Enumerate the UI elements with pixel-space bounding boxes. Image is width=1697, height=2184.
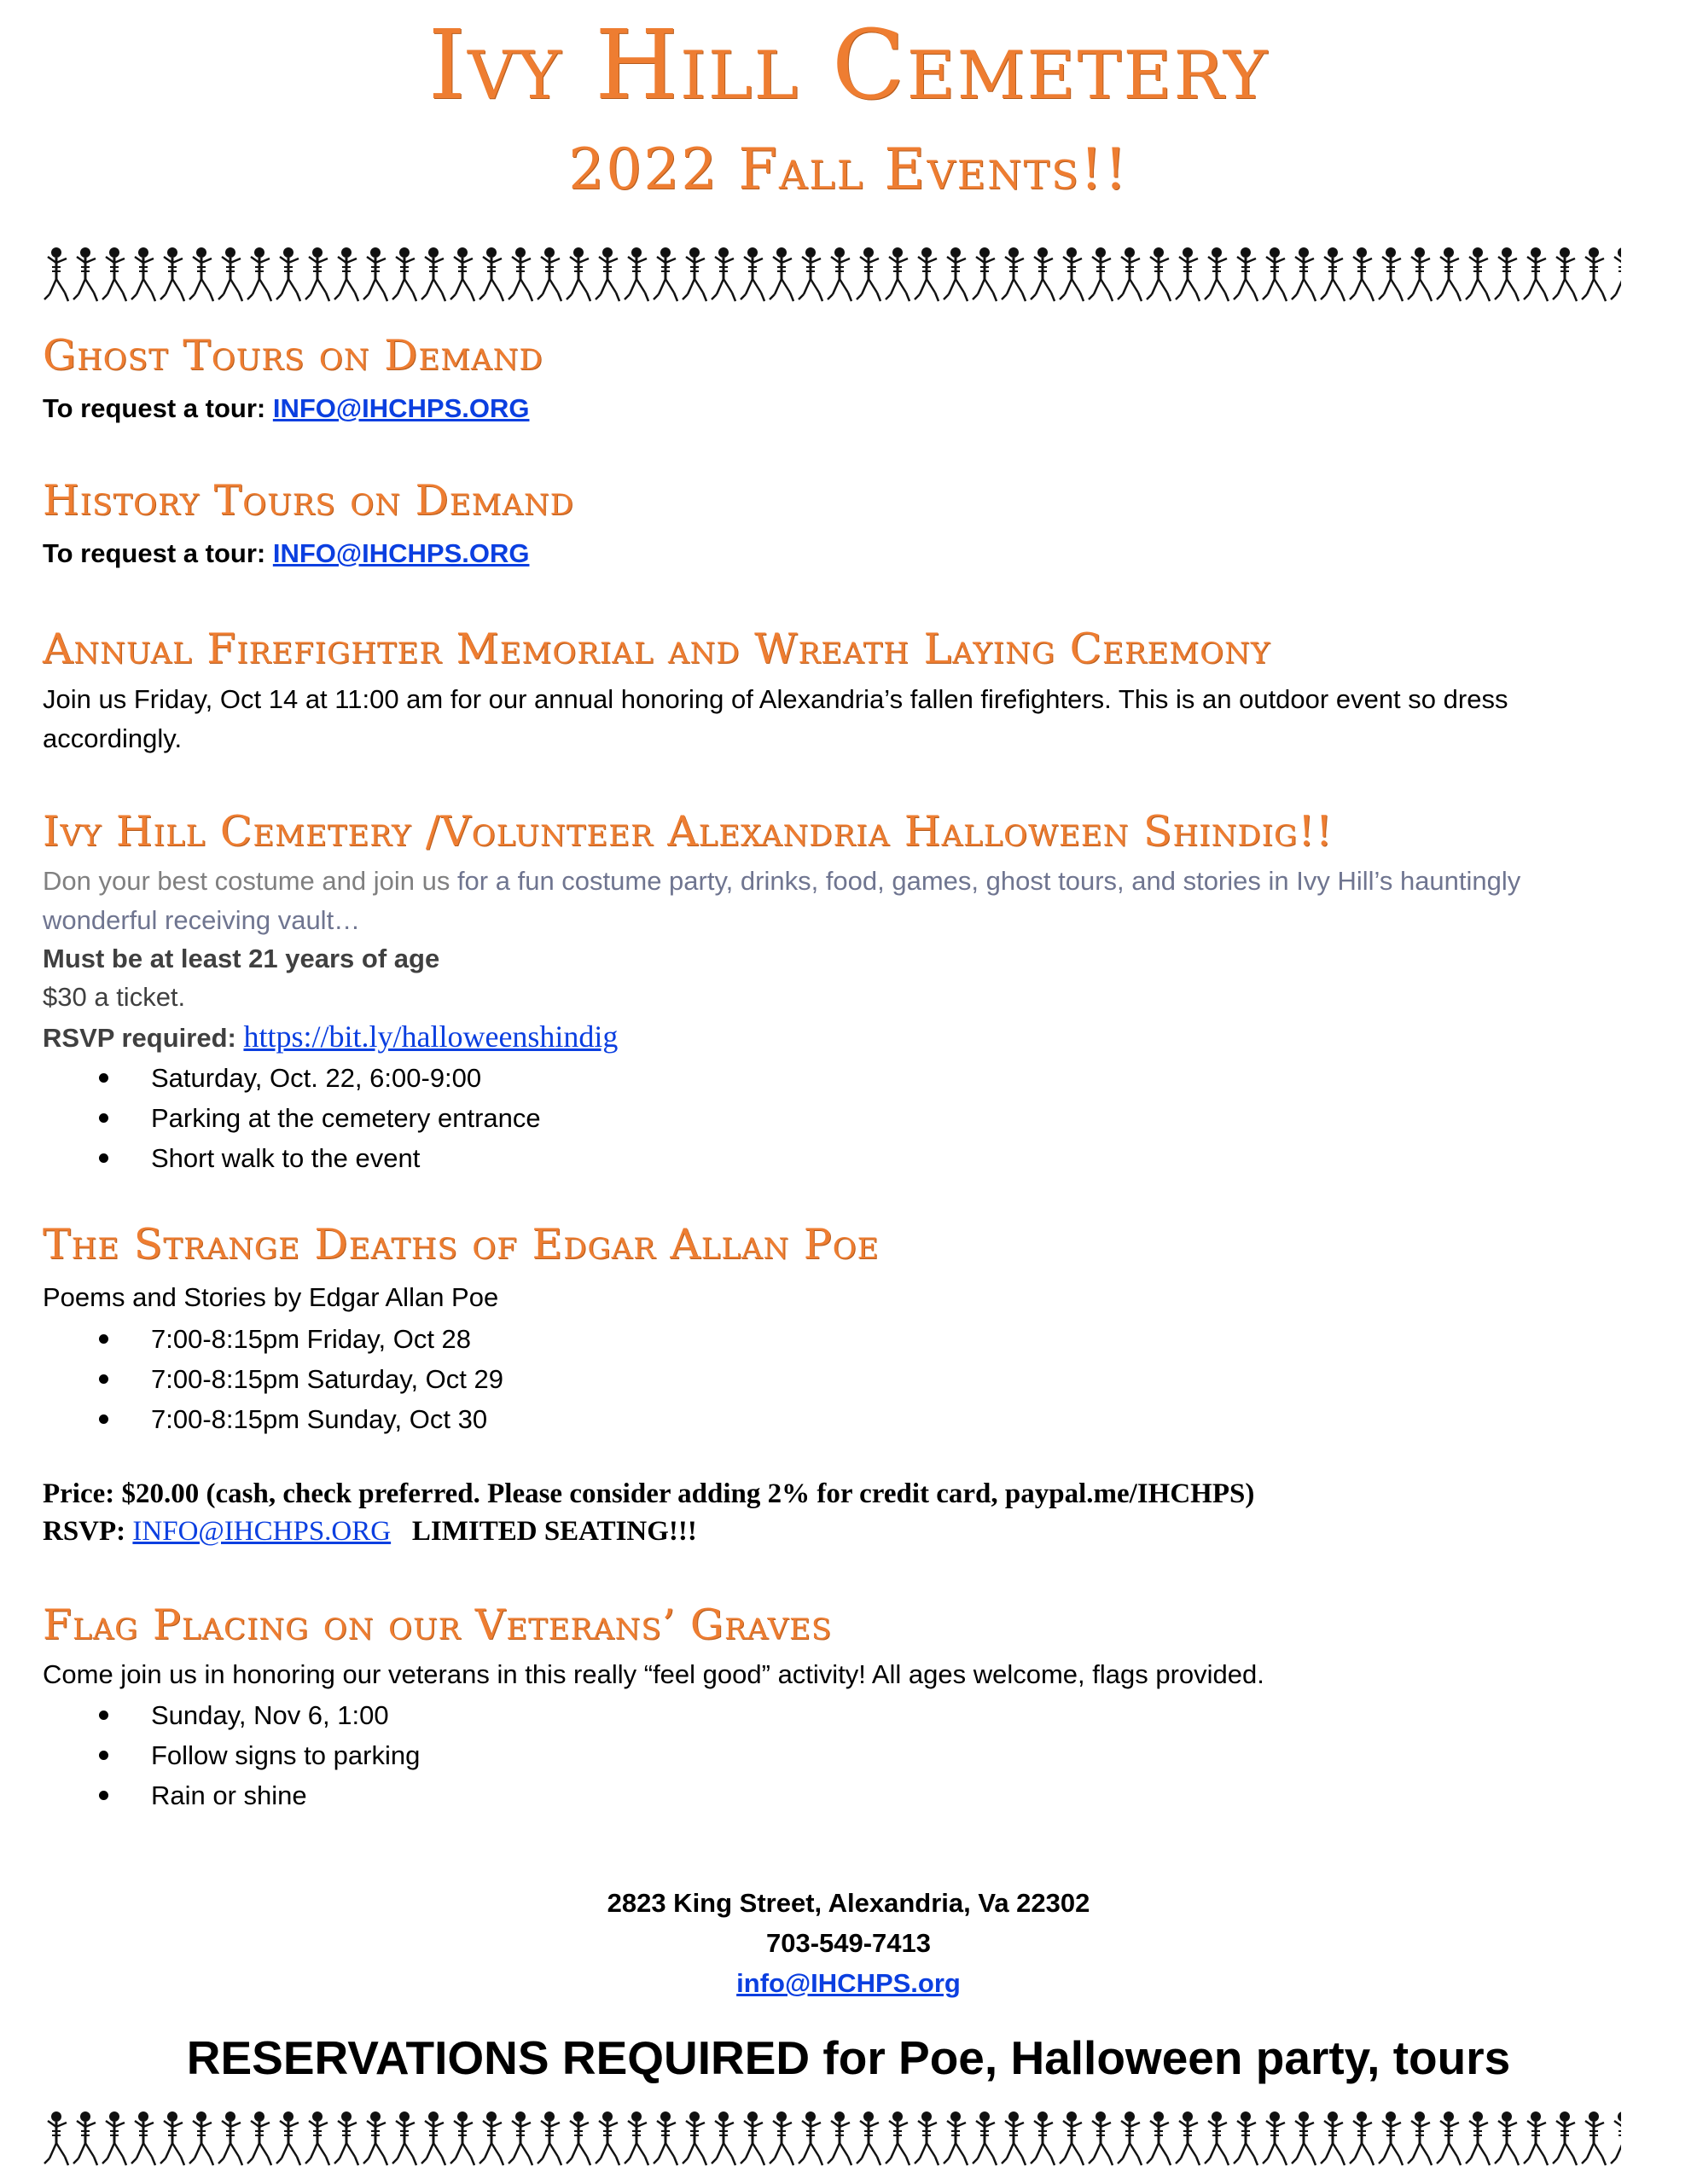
footer-email-line bbox=[0, 1964, 1697, 2003]
history-tours-request-line bbox=[43, 534, 529, 573]
halloween-shindig-heading: Ivy Hill Cemetery /Volunteer Alexandria Halloween Shindig!! bbox=[43, 807, 1334, 856]
ghost-tours-email-link[interactable]: INFO@IHCHPS.ORG bbox=[272, 393, 530, 423]
list-item bbox=[0, 1399, 503, 1439]
halloween-description-line2: wonderful receiving vault… bbox=[43, 905, 361, 935]
poe-intro: Poems and Stories by Edgar Allan Poe bbox=[43, 1282, 499, 1312]
flag-placing-weather: Rain or shine bbox=[151, 1780, 307, 1810]
halloween-detail-date: Saturday, Oct. 22, 6:00-9:00 bbox=[151, 1063, 482, 1093]
poe-rsvp-label: RSVP: bbox=[43, 1516, 126, 1547]
footer-email-link[interactable]: info@IHCHPS.org bbox=[736, 1968, 961, 1998]
halloween-rsvp-label: RSVP required: bbox=[43, 1023, 236, 1053]
poe-price: Price: $20.00 (cash, check preferred. Please consider adding 2% for credit card, paypal.me/IHCHPS) bbox=[43, 1478, 1255, 1509]
flag-placing-text: Come join us in honoring our veterans in this really “feel good” activity! All ages welcome, flags provided. bbox=[43, 1659, 1264, 1689]
bullet-icon bbox=[99, 1374, 108, 1384]
poe-showtime-saturday: 7:00-8:15pm Saturday, Oct 29 bbox=[151, 1364, 503, 1394]
poe-limited-seating: LIMITED SEATING!!! bbox=[411, 1516, 697, 1547]
halloween-detail-parking: Parking at the cemetery entrance bbox=[151, 1103, 541, 1133]
poe-showtime-sunday: 7:00-8:15pm Sunday, Oct 30 bbox=[151, 1404, 488, 1434]
footer-address: 2823 King Street, Alexandria, Va 22302 bbox=[607, 1888, 1090, 1918]
history-tours-request-label: To request a tour: bbox=[43, 538, 266, 568]
poe-event-heading: The Strange Deaths of Edgar Allan Poe bbox=[43, 1220, 880, 1269]
bullet-icon bbox=[99, 1334, 108, 1344]
reservations-notice: RESERVATIONS REQUIRED for Poe, Halloween party, tours bbox=[186, 2031, 1511, 2084]
page-subtitle: 2022 Fall Events!! bbox=[568, 136, 1129, 202]
list-item bbox=[0, 1359, 503, 1399]
poe-rsvp-line bbox=[43, 1513, 697, 1550]
bullet-icon bbox=[99, 1153, 108, 1163]
bullet-icon bbox=[99, 1073, 108, 1083]
ghost-tours-request-line bbox=[43, 389, 529, 428]
list-item bbox=[0, 1319, 503, 1359]
bullet-icon bbox=[99, 1113, 108, 1123]
page-title: Ivy Hill Cemetery bbox=[427, 10, 1270, 121]
footer-phone: 703-549-7413 bbox=[765, 1928, 932, 1958]
flag-placing-heading: Flag Placing on our Veterans’ Graves bbox=[43, 1600, 833, 1649]
list-item bbox=[0, 1775, 420, 1815]
poe-showtimes-list bbox=[0, 1319, 503, 1439]
list-item bbox=[0, 1058, 541, 1098]
halloween-rsvp-line bbox=[43, 1017, 618, 1058]
list-item bbox=[0, 1695, 420, 1735]
history-tours-email-link[interactable]: INFO@IHCHPS.ORG bbox=[272, 538, 530, 568]
halloween-detail-walk: Short walk to the event bbox=[151, 1143, 421, 1173]
firefighter-memorial-heading: Annual Firefighter Memorial and Wreath Laying Ceremony bbox=[43, 624, 1271, 673]
history-tours-heading: History Tours on Demand bbox=[43, 476, 574, 525]
bullet-icon bbox=[99, 1414, 108, 1424]
list-item bbox=[0, 1735, 420, 1775]
halloween-details-list bbox=[0, 1058, 541, 1178]
ghost-tours-request-label: To request a tour: bbox=[43, 393, 266, 423]
firefighter-memorial-text-line2: accordingly. bbox=[43, 723, 183, 753]
flag-placing-details-list bbox=[0, 1695, 420, 1815]
halloween-description-part1: Don your best costume and join us bbox=[43, 866, 450, 896]
flag-placing-date: Sunday, Nov 6, 1:00 bbox=[151, 1700, 389, 1730]
halloween-description-part2: for a fun costume party, drinks, food, games, ghost tours, and stories in Ivy Hill’s hauntingly bbox=[450, 866, 1521, 896]
list-item bbox=[0, 1098, 541, 1138]
bullet-icon bbox=[99, 1751, 108, 1760]
poe-rsvp-email-link[interactable]: INFO@IHCHPS.ORG bbox=[132, 1516, 392, 1547]
halloween-age-requirement: Must be at least 21 years of age bbox=[43, 944, 440, 973]
halloween-rsvp-link[interactable]: https://bit.ly/halloweenshindig bbox=[243, 1019, 619, 1054]
halloween-description-line1 bbox=[43, 862, 1520, 901]
flag-placing-parking: Follow signs to parking bbox=[151, 1740, 421, 1770]
poe-showtime-friday: 7:00-8:15pm Friday, Oct 28 bbox=[151, 1324, 472, 1354]
firefighter-memorial-text-line1: Join us Friday, Oct 14 at 11:00 am for our annual honoring of Alexandria’s fallen firefighters. This is an outdoor event so dress bbox=[43, 684, 1508, 714]
ghost-tours-heading: Ghost Tours on Demand bbox=[43, 331, 543, 380]
halloween-ticket-price: $30 a ticket. bbox=[43, 982, 186, 1012]
dancing-skeleton-border-icon bbox=[43, 243, 1621, 305]
dancing-skeleton-border-bottom-icon bbox=[43, 2107, 1621, 2169]
bullet-icon bbox=[99, 1791, 108, 1800]
bullet-icon bbox=[99, 1711, 108, 1720]
list-item bbox=[0, 1138, 541, 1178]
